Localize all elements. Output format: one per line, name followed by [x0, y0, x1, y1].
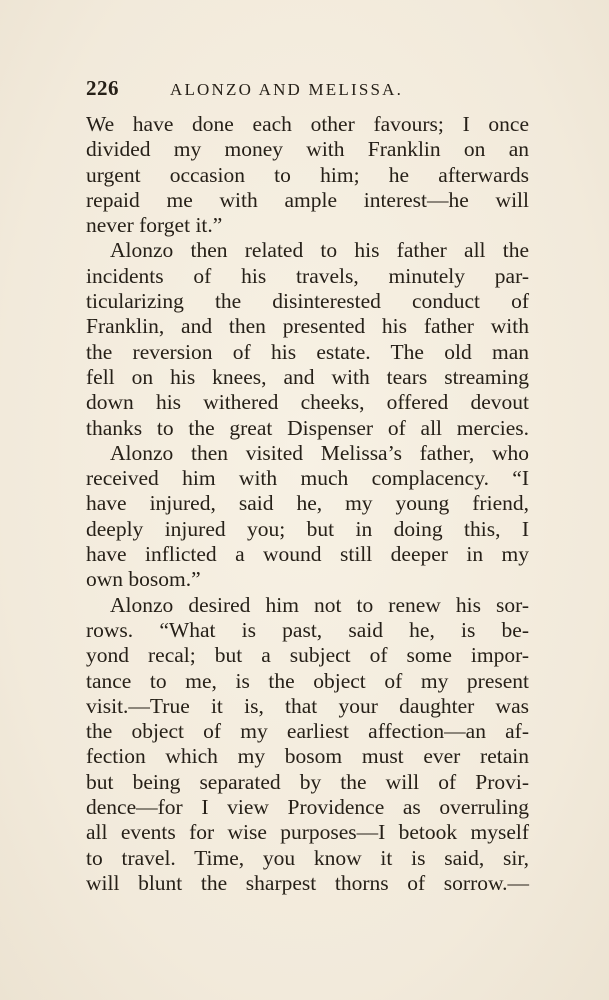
- text-line: We have done each other favours; I once: [86, 112, 529, 136]
- text-line: will blunt the sharpest thorns of sorrow.—: [86, 870, 529, 895]
- text-line: all events for wise purposes—I betook myself: [86, 820, 529, 845]
- text-line: to travel. Time, you know it is said, sir,: [86, 845, 529, 870]
- text-line: the object of my earliest affection—an af-: [86, 719, 529, 744]
- text-line: the reversion of his estate. The old man: [86, 339, 529, 364]
- body-text: [86, 112, 529, 896]
- text-line: have inflicted a wound still deeper in my: [86, 542, 529, 567]
- text-line: fection which my bosom must ever retain: [86, 744, 529, 769]
- text-line: but being separated by the will of Provi-: [86, 769, 529, 794]
- text-line: visit.—True it is, that your daughter was: [86, 693, 529, 718]
- text-line: yond recal; but a subject of some impor-: [86, 643, 529, 668]
- text-line: down his withered cheeks, offered devout: [86, 390, 529, 415]
- text-line: incidents of his travels, minutely par-: [86, 263, 529, 288]
- text-line: Franklin, and then presented his father with: [86, 314, 529, 339]
- text-line: fell on his knees, and with tears streaming: [86, 364, 529, 389]
- text-line: thanks to the great Dispenser of all mercies.: [86, 415, 529, 440]
- text-line: ticularizing the disinterested conduct of: [86, 289, 529, 314]
- text-line: have injured, said he, my young friend,: [86, 491, 529, 516]
- text-line: deeply injured you; but in doing this, I: [86, 516, 529, 541]
- text-line: urgent occasion to him; he afterwards: [86, 162, 529, 187]
- text-line: never forget it.”: [86, 213, 223, 238]
- text-line: rows. “What is past, said he, is be-: [86, 617, 529, 642]
- text-line: Alonzo desired him not to renew his sor-: [110, 592, 529, 617]
- running-head: ALONZO AND MELISSA.: [170, 80, 404, 99]
- text-line: tance to me, is the object of my present: [86, 668, 529, 693]
- page-header: [86, 76, 526, 102]
- text-line: own bosom.”: [86, 567, 201, 592]
- text-line: divided my money with Franklin on an: [86, 137, 529, 162]
- text-line: Alonzo then visited Melissa’s father, who: [110, 440, 529, 465]
- text-line: received him with much complacency. “I: [86, 466, 529, 491]
- page-number: 226: [86, 76, 119, 100]
- text-line: Alonzo then related to his father all the: [110, 238, 529, 263]
- text-line: dence—for I view Providence as overruling: [86, 795, 529, 820]
- text-line: repaid me with ample interest—he will: [86, 187, 529, 212]
